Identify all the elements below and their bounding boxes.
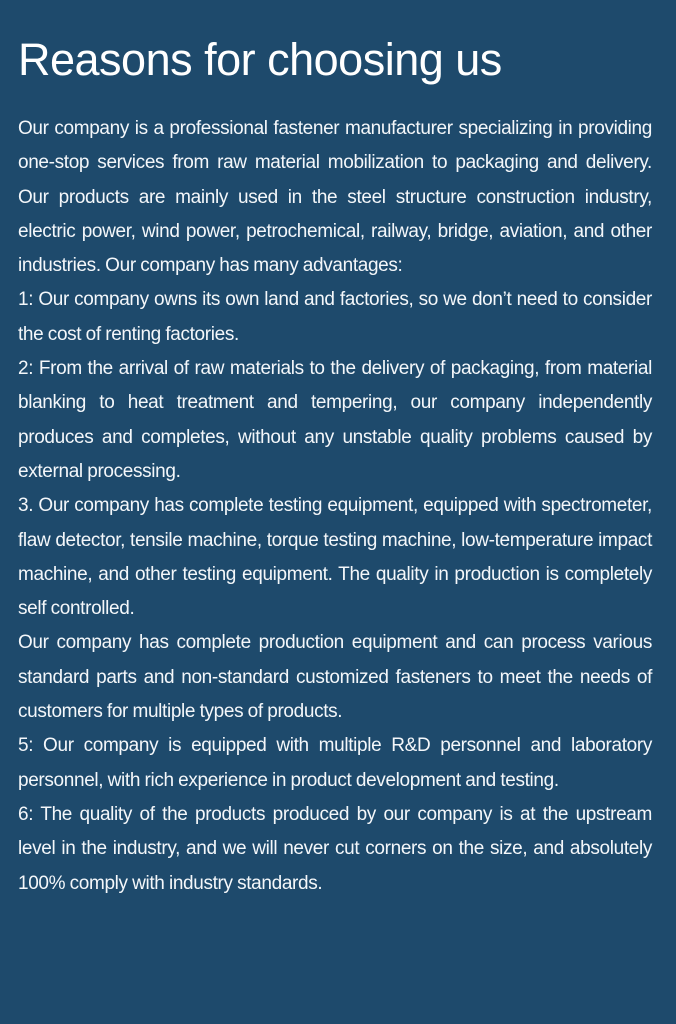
advantage-3: 3. Our company has complete testing equipment, equipped with spectrometer, flaw detector, tensile machine, torque testing machine, low-temperature impact machine, and other testing equipment. The quality in production is completely self controlled. xyxy=(18,495,652,620)
advantage-1: 1: Our company owns its own land and factories, so we don’t need to consider the cost of renting factories. xyxy=(18,289,652,345)
content-body xyxy=(18,112,652,901)
advantage-2: 2: From the arrival of raw materials to the delivery of packaging, from material blanking to heat treatment and tempering, our company independently produces and completes, without any unstable quality problems caused by external processing. xyxy=(18,358,652,482)
intro-paragraph: Our company is a professional fastener manufacturer specializing in providing one-stop services from raw material mobilization to packaging and delivery. Our products are mainly used in the steel structure construction industry, electric power, wind power, petrochemical, railway, bridge, aviation, and other industries. Our company has many advantages: xyxy=(18,118,652,277)
advantage-4: Our company has complete production equipment and can process various standard parts and non-standard customized fasteners to meet the needs of customers for multiple types of products. xyxy=(18,632,652,723)
page-title: Reasons for choosing us xyxy=(18,34,502,85)
advantage-5: 5: Our company is equipped with multiple R&D personnel and laboratory personnel, with rich experience in product development and testing. xyxy=(18,735,652,791)
advantage-6: 6: The quality of the products produced by our company is at the upstream level in the industry, and we will never cut corners on the size, and absolutely 100% comply with industry standards. xyxy=(18,803,652,894)
